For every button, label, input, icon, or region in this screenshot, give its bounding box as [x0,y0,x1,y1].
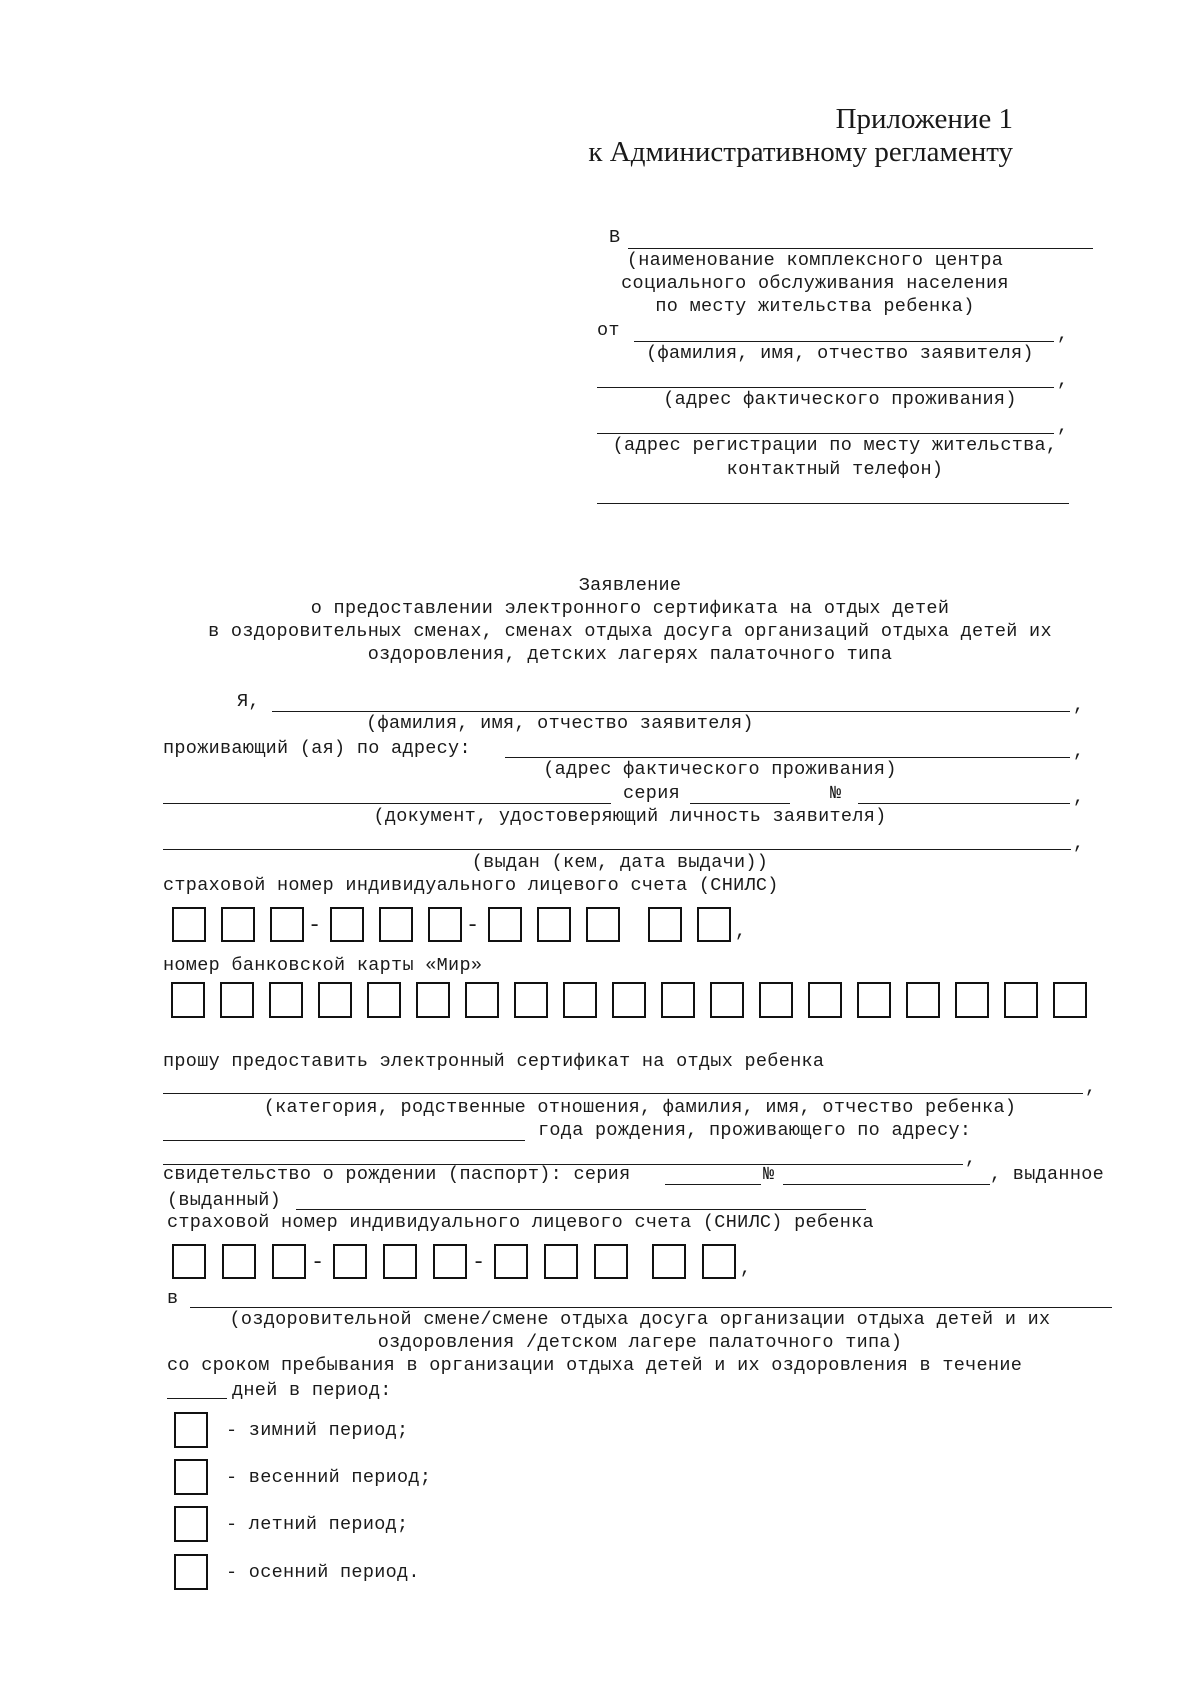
appendix-reference: к Административному регламенту [588,136,1013,168]
snils-separator: - [466,913,480,938]
recipient-org-caption-3: по месту жительства ребенка) [655,296,975,317]
comma: , [1085,1077,1097,1098]
appendix-number: Приложение 1 [835,103,1013,135]
recipient-org-caption-2: социального обслуживания населения [621,273,1009,294]
camp-field[interactable] [190,1307,1112,1308]
statement-subtitle-1: о предоставлении электронного сертификата на отдых детей [310,598,950,619]
comma: , [1057,370,1069,391]
snils-digit-box[interactable] [648,907,682,942]
card-digit-box[interactable] [367,982,401,1018]
from-registration-field[interactable] [597,433,1054,434]
statement-title: Заявление [578,575,682,596]
document-number-field[interactable] [858,803,1070,804]
from-name-caption: (фамилия, имя, отчество заявителя) [646,343,1034,364]
camp-caption-1: (оздоровительной смене/смене отдыха досуга организации отдыха детей и их [229,1309,1051,1330]
child-snils-label: страховой номер индивидуального лицевого счета (СНИЛС) ребенка [167,1212,874,1233]
applicant-address-field[interactable] [505,757,1070,758]
snils-separator: - [472,1250,486,1275]
snils-digit-box[interactable] [433,1244,467,1279]
card-digit-box[interactable] [661,982,695,1018]
comma: , [1073,787,1085,808]
card-digit-box[interactable] [465,982,499,1018]
registration-caption-2: контактный телефон) [726,459,944,480]
from-name-field[interactable] [634,341,1054,342]
comma: , [1073,695,1085,716]
comma: , [1057,324,1069,345]
snils-digit-box[interactable] [428,907,462,942]
snils-digit-box[interactable] [383,1244,417,1279]
registration-caption-1: (адрес регистрации по месту жительства, [612,435,1058,456]
comma: , [1057,416,1069,437]
stay-label: со сроком пребывания в организации отдыха детей и их оздоровления в течение [167,1355,1023,1376]
card-digit-box[interactable] [269,982,303,1018]
spring-checkbox[interactable] [174,1459,208,1495]
snils-separator: - [308,913,322,938]
snils-digit-box[interactable] [379,907,413,942]
child-category-caption: (категория, родственные отношения, фамилия, имя, отчество ребенка) [263,1097,1017,1118]
comma: , [735,921,747,942]
document-series-field[interactable] [690,803,790,804]
snils-digit-box[interactable] [652,1244,686,1279]
card-digit-box[interactable] [416,982,450,1018]
issued-alt-label: (выданный) [167,1190,282,1211]
snils-digit-box[interactable] [702,1244,736,1279]
summer-label: - летний период; [226,1514,409,1535]
series-label: серия [623,783,681,804]
camp-caption-2: оздоровления /детском лагере палаточного типа) [377,1332,903,1353]
snils-digit-box[interactable] [270,907,304,942]
comma: , [1073,833,1085,854]
days-field[interactable] [167,1398,227,1399]
from-address-field[interactable] [597,387,1054,388]
birth-cert-label: свидетельство о рождении (паспорт): серия [163,1164,631,1185]
snils-digit-box[interactable] [488,907,522,942]
recipient-org-caption-1: (наименование комплексного центра [626,250,1004,271]
statement-subtitle-2: в оздоровительных сменах, сменах отдыха досуга организаций отдыха детей их [208,621,1052,642]
birth-cert-number-field[interactable] [783,1184,990,1185]
snils-digit-box[interactable] [697,907,731,942]
issued-label: , выданное [990,1164,1105,1185]
snils-digit-box[interactable] [537,907,571,942]
birth-year-label: года рождения, проживающего по адресу: [538,1120,972,1141]
birth-cert-number-label: № [763,1164,775,1185]
comma: , [740,1258,752,1279]
from-address-caption: (адрес фактического проживания) [663,389,1017,410]
autumn-label: - осенний период. [226,1562,420,1583]
card-digit-box[interactable] [906,982,940,1018]
snils-label: страховой номер индивидуального лицевого счета (СНИЛС) [163,875,779,896]
applicant-address-caption: (адрес фактического проживания) [543,759,897,780]
autumn-checkbox[interactable] [174,1554,208,1590]
child-birth-year-field[interactable] [163,1140,525,1141]
card-digit-box[interactable] [955,982,989,1018]
card-digit-box[interactable] [1053,982,1087,1018]
document-field[interactable] [163,803,611,804]
card-digit-box[interactable] [514,982,548,1018]
applicant-name-field[interactable] [272,711,1070,712]
document-caption: (документ, удостоверяющий личность заявителя) [373,806,887,827]
card-digit-box[interactable] [220,982,254,1018]
request-label: прошу предоставить электронный сертификат на отдых ребенка [163,1051,825,1072]
snils-digit-box[interactable] [221,907,255,942]
card-digit-box[interactable] [1004,982,1038,1018]
snils-digit-box[interactable] [594,1244,628,1279]
card-digit-box[interactable] [857,982,891,1018]
days-label: дней в период: [232,1380,392,1401]
comma: , [965,1148,977,1169]
winter-label: - зимний период; [226,1420,409,1441]
living-address-label: проживающий (ая) по адресу: [163,738,471,759]
recipient-org-field[interactable] [628,248,1093,249]
issued-caption: (выдан (кем, дата выдачи)) [471,852,769,873]
comma: , [1073,741,1085,762]
card-digit-box[interactable] [808,982,842,1018]
bank-card-label: номер банковской карты «Мир» [163,955,483,976]
snils-digit-box[interactable] [494,1244,528,1279]
from-prefix: от [597,320,620,341]
card-digit-box[interactable] [612,982,646,1018]
statement-subtitle-3: оздоровления, детских лагерях палаточного типа [367,644,893,665]
card-digit-box[interactable] [710,982,744,1018]
snils-separator: - [311,1250,325,1275]
birth-cert-series-field[interactable] [665,1184,761,1185]
summer-checkbox[interactable] [174,1506,208,1542]
number-label: № [830,783,842,804]
snils-digit-box[interactable] [333,1244,367,1279]
card-digit-box[interactable] [171,982,205,1018]
snils-digit-box[interactable] [586,907,620,942]
applicant-name-caption: (фамилия, имя, отчество заявителя) [366,713,754,734]
phone-field[interactable] [597,503,1069,504]
snils-digit-box[interactable] [544,1244,578,1279]
snils-digit-box[interactable] [222,1244,256,1279]
card-digit-box[interactable] [318,982,352,1018]
snils-digit-box[interactable] [172,907,206,942]
card-digit-box[interactable] [759,982,793,1018]
snils-digit-box[interactable] [172,1244,206,1279]
child-info-field[interactable] [163,1093,1083,1094]
recipient-to-prefix: В [609,227,621,248]
issued-by-field[interactable] [163,849,1071,850]
snils-digit-box[interactable] [272,1244,306,1279]
spring-label: - весенний период; [226,1467,432,1488]
in-prefix: в [167,1288,179,1309]
card-digit-box[interactable] [563,982,597,1018]
winter-checkbox[interactable] [174,1412,208,1448]
snils-digit-box[interactable] [330,907,364,942]
birth-cert-issued-field[interactable] [296,1209,866,1210]
i-prefix: Я, [237,691,260,712]
